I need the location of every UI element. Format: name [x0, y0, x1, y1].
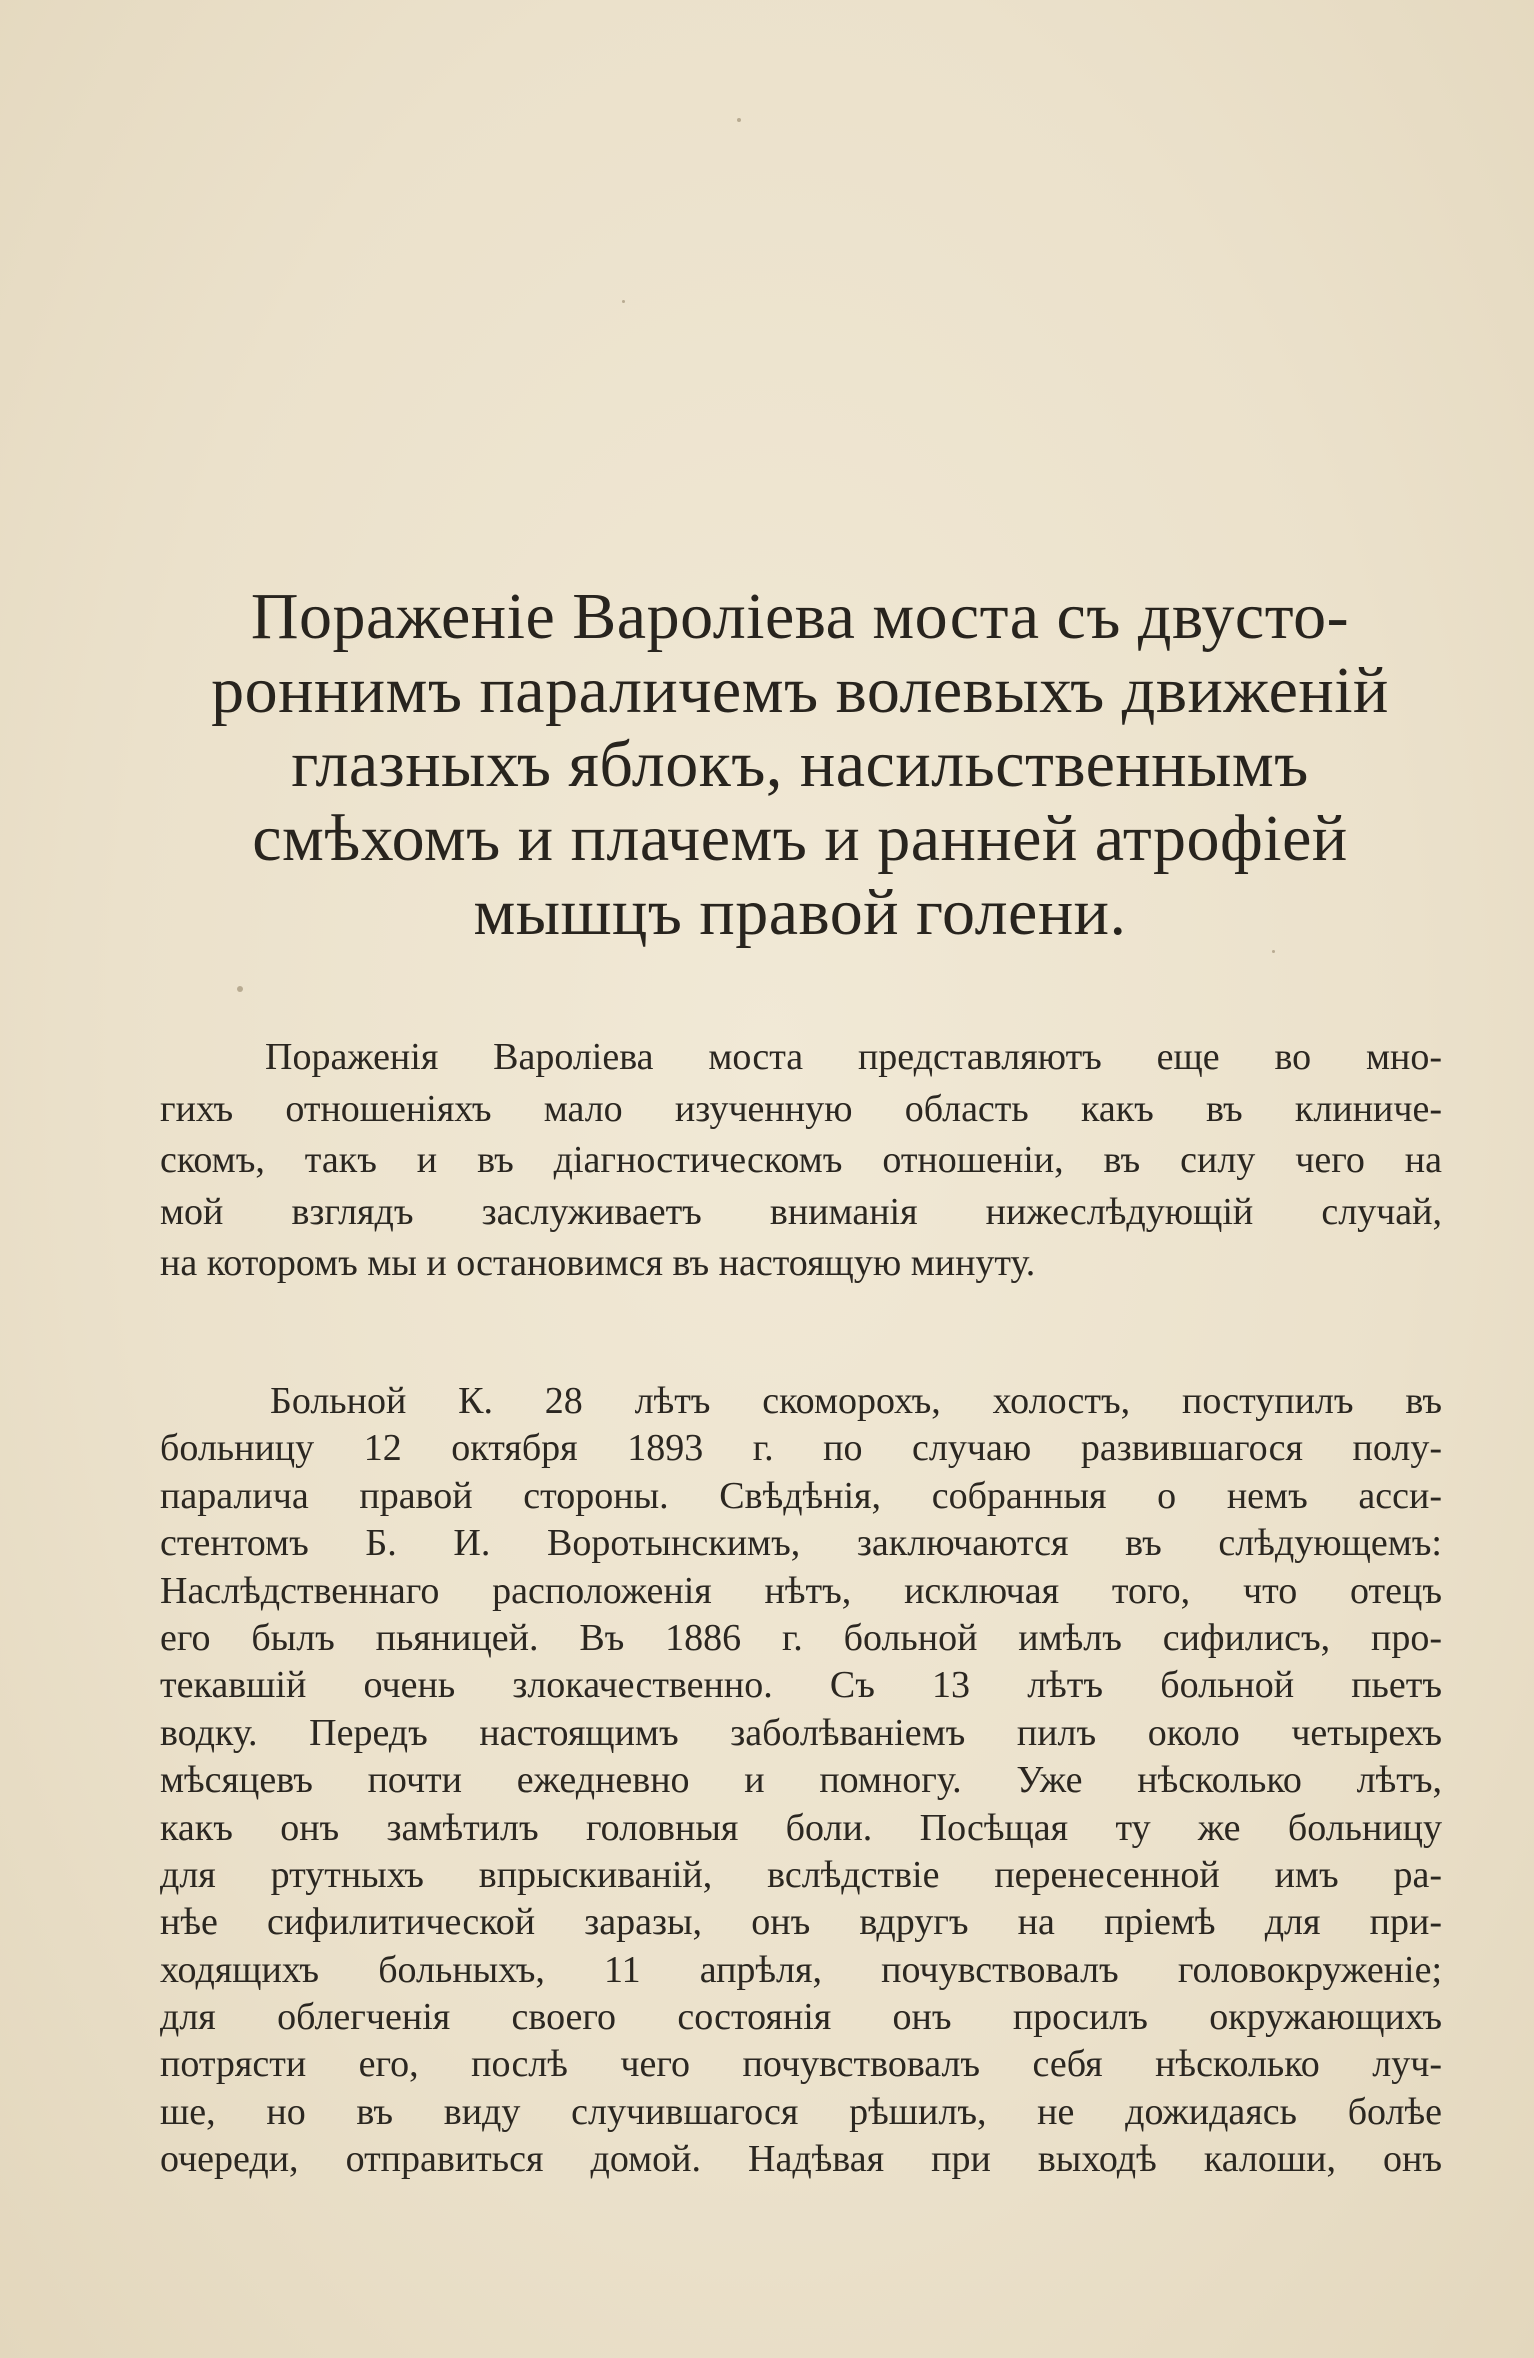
text-line: его былъ пьяницей. Въ 1886 г. больной имѣлъ сифилисъ, про- [160, 1616, 1442, 1659]
paper-speck [737, 118, 741, 122]
text-line: для облегченія своего состоянія онъ просилъ окружающихъ [160, 1996, 1442, 2039]
text-line: Наслѣдственнаго расположенія нѣтъ, исключая того, что отецъ [160, 1569, 1442, 1612]
text-line: мой взглядъ заслуживаетъ вниманія нижеслѣдующій случай, [160, 1190, 1442, 1233]
text-line: водку. Передъ настоящимъ заболѣваніемъ пилъ около четырехъ [160, 1711, 1442, 1754]
text-line: больницу 12 октября 1893 г. по случаю развившагося полу- [160, 1427, 1442, 1470]
text-line: нѣе сифилитической заразы, онъ вдругъ на пріемѣ для при- [160, 1901, 1442, 1944]
text-line: паралича правой стороны. Свѣдѣнія, собранныя о немъ асси- [160, 1474, 1442, 1517]
intro-paragraph [160, 1032, 1442, 1290]
title-line: мышцъ правой голени. [473, 876, 1127, 949]
text-line: очереди, отправиться домой. Надѣвая при выходѣ калоши, онъ [160, 2138, 1442, 2181]
text-line: ходящихъ больныхъ, 11 апрѣля, почувствовалъ головокруженіе; [160, 1948, 1442, 1991]
title-line: глазныхъ яблокъ, насильственнымъ [291, 728, 1309, 801]
text-line: ше, но въ виду случившагося рѣшилъ, не дожидаясь болѣе [160, 2090, 1442, 2133]
text-line: какъ онъ замѣтилъ головныя боли. Посѣщая ту же больницу [160, 1806, 1442, 1849]
text-line: текавшій очень злокачественно. Съ 13 лѣтъ больной пьетъ [160, 1664, 1442, 1707]
text-line: стентомъ Б. И. Воротынскимъ, заключаются въ слѣдующемъ: [160, 1522, 1442, 1565]
paper-speck [1272, 950, 1275, 953]
text-line: мѣсяцевъ почти ежедневно и помногу. Уже нѣсколько лѣтъ, [160, 1759, 1442, 1802]
paper-speck [622, 300, 625, 303]
title-line: роннимъ параличемъ волевыхъ движеній [211, 654, 1389, 727]
text-line: потрясти его, послѣ чего почувствовалъ себя нѣсколько луч- [160, 2043, 1442, 2086]
title-line: Пораженіе Вароліева моста съ двусто- [250, 580, 1350, 653]
text-line: гихъ отношеніяхъ мало изученную область какъ въ клиниче- [160, 1087, 1442, 1130]
text-line: на которомъ мы и остановимся въ настоящую минуту. [160, 1242, 1036, 1284]
title-line: смѣхомъ и плачемъ и ранней атрофіей [252, 802, 1348, 875]
case-paragraph [160, 1378, 1442, 2184]
paper-speck [237, 986, 243, 992]
text-line: для ртутныхъ впрыскиваній, вслѣдствіе перенесенной имъ ра- [160, 1853, 1442, 1896]
text-line: скомъ, такъ и въ діагностическомъ отношеніи, въ силу чего на [160, 1139, 1442, 1181]
text-line: Больной К. 28 лѣтъ скоморохъ, холостъ, поступилъ въ [270, 1380, 1442, 1422]
text-line: Пораженія Вароліева моста представляютъ еще во мно- [265, 1036, 1442, 1078]
article-title [150, 580, 1450, 950]
